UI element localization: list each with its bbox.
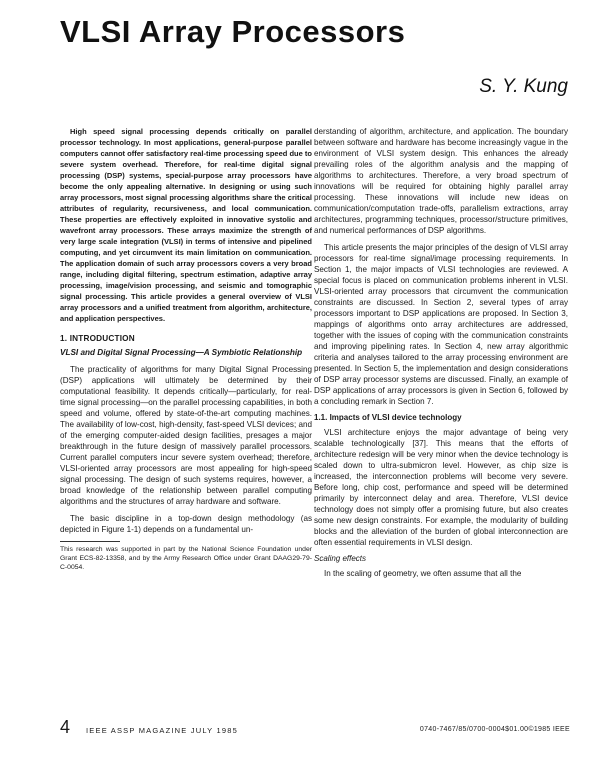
left-column [60, 126, 312, 578]
right-paragraph-1: derstanding of algorithm, architecture, and application. The boundary between software and hardware has become increasingly vague in the environment of VLSI system design. This enhances the already prevailing roles of the algorithm analysis and the mapping of algorithms to architectures. Therefore, a very broad spectrum of innovations will be required for obtaining highly parallel array processing. These innovations will include new ideas on communication/computation trade-offs, parallelism extractions, array architectures, programming techniques, processor/structure primitives, and numerical performances of DSP algorithms. [314, 127, 568, 235]
subsection-heading-symbiotic: VLSI and Digital Signal Processing—A Symbiotic Relationship [60, 348, 303, 357]
journal-name: IEEE ASSP MAGAZINE JULY 1985 [86, 726, 238, 735]
author-name: S. Y. Kung [479, 76, 568, 97]
page-number: 4 [60, 717, 71, 737]
page-footer [60, 717, 570, 741]
footnote-text: This research was supported in part by the National Science Foundation under Grant ECS-82-13358, and by the Army Research Office under Grant DAAG29-79-C-0054. [60, 546, 312, 571]
subsection-heading-impacts: 1.1. Impacts of VLSI device technology [314, 413, 462, 422]
right-paragraph-3: VLSI architecture enjoys the major advantage of being very scalable technologically [37]. This means that the efforts of architecture redesign will be very minor when the device technology is scaled down to ultra-submicron level. However, as chip size is increased, the interconnection problems will become very severe. Before long, chip cost, performance and speed will be determined primarily by interconnect delay and area. Therefore, VLSI device technology does not simply offer a promising future, but also creates some new design constraints. For example, the modularity of building blocks and the alleviation of the burden of global interconnection are often essential requirements in VLSI design. [314, 428, 568, 547]
intro-paragraph-2: The basic discipline in a top-down design methodology (as depicted in Figure 1-1) depends on a fundamental un- [60, 514, 312, 534]
abstract [60, 126, 312, 324]
section-heading-introduction: 1. INTRODUCTION [60, 334, 135, 343]
right-column [314, 126, 568, 585]
article-title: VLSI Array Processors [60, 14, 406, 49]
right-paragraph-4: In the scaling of geometry, we often assume that all the [324, 569, 522, 578]
abstract-text: High speed signal processing depends critically on parallel processor technology. In most applications, general-purpose parallel computers cannot offer satisfactory real-time processing speed due to severe system overhead. Therefore, for real-time digital signal processing (DSP) systems, special-purpose array processors have become the only appealing alternative. In designing or using such array processors, most signal processing algorithms share the critical attributes of regularity, recursiveness, and local communication. These properties are effectively exploited in innovative systolic and wavefront array processors. These arrays maximize the strength of very large scale integration (VLSI) in terms of intensive and pipelined computing, and yet circumvent its main limitation on communication. The application domain of such array processors covers a very broad range, including digital filtering, spectrum estimation, adaptive array processing, image/vision processing, and seismic and tomographic signal processing. This article provides a general overview of VLSI array processors and a unified treatment from algorithm, architecture, and application perspectives. [60, 127, 312, 323]
intro-paragraph-1: The practicality of algorithms for many Digital Signal Processing (DSP) applications will ultimately be determined by their computational feasibility. It depends critically—particularly, for real-time signal processing—on the parallel processing capabilities, in both speed and volume, offered by state-of-the-art computing machines. The availability of low-cost, high-density, fast-speed VLSI devices; and of the emerging computer-aided design facilities, presages a major breakthrough in the future design of massively parallel processors. Current parallel computers incur severe system overhead; therefore, VLSI-oriented array processors are most appealing for high-speed signal processing. The design of such systems requires, however, a broad knowledge of the relationship between parallel computing algorithms and the structures of array hardware and software. [60, 365, 312, 506]
footnote-rule [60, 541, 120, 542]
right-paragraph-2: This article presents the major principles of the design of VLSI array processors for real-time signal/image processing requirements. In Section 1, the major impacts of VLSI technologies are reviewed. A special focus is placed on communication problems inherent in VLSI. VLSI-oriented array processors that circumvent the communication constraints are discussed. In Section 2, several types of array processors important to DSP applications are proposed. In Section 3, mappings of algorithms onto array architectures are addressed, together with the issues of coping with the communication constraints and improving pipelining rates. In Section 4, new array algorithmic criteria and analyses tailored to the array processing environment are presented. In Section 5, the implementation and design considerations of DSP array processor systems are discussed. Finally, an example of DSP applications of array processors is given in Section 6, followed by a concluding remark in Section 7. [314, 243, 568, 406]
footnote [60, 541, 312, 572]
copyright-code: 0740-7467/85/0700-0004$01.00©1985 IEEE [419, 726, 570, 733]
scaling-effects-heading: Scaling effects [314, 554, 367, 563]
